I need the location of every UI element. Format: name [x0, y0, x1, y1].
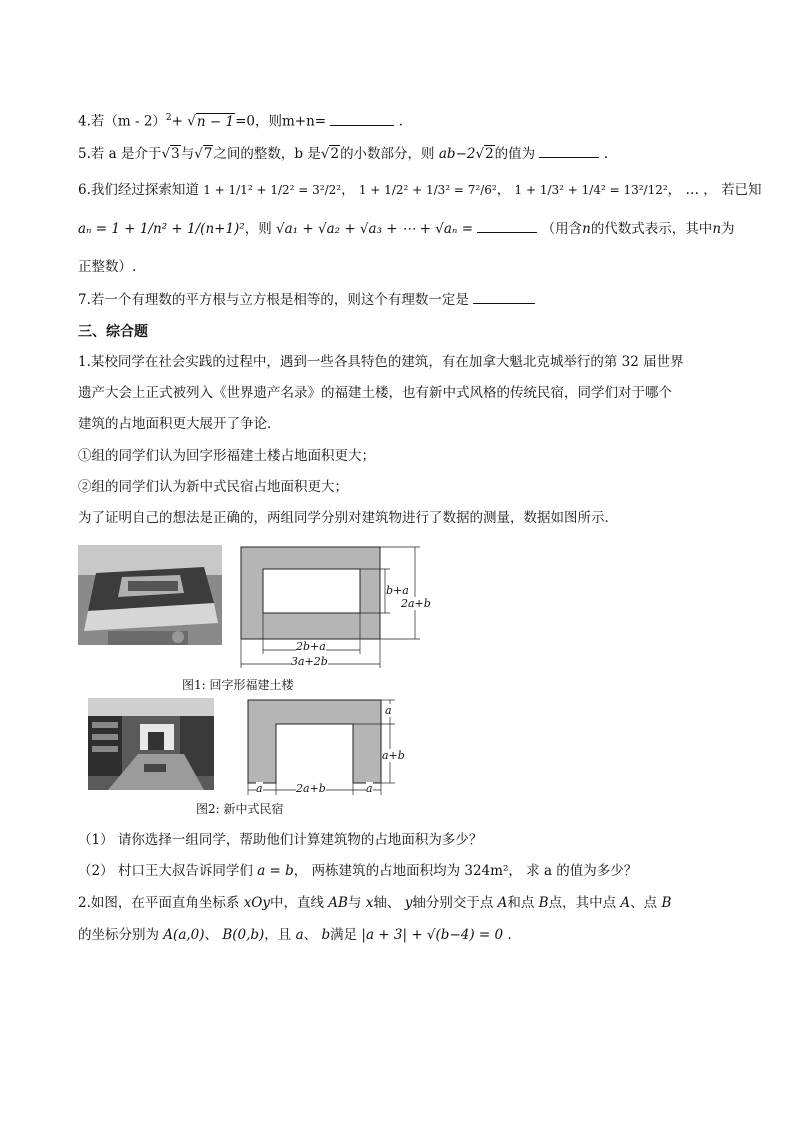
problem-1-line-3: 建筑的占地面积更大展开了争论．	[78, 416, 281, 432]
minsu-photo	[88, 698, 214, 790]
fig2-mid: 2a+b	[296, 782, 326, 795]
answer-blank[interactable]	[473, 289, 535, 304]
identity-2: 1 + 1/2² + 1/3² = 7²/6²	[358, 183, 497, 197]
question-6-line2: aₙ = 1 + 1/n² + 1/(n+1)²，则 √a₁ + √a₂ + √a₃ + ⋯ + √aₙ = （用含n的代数式表示，其中n为	[78, 218, 735, 239]
question-7: 7.若一个有理数的平方根与立方根是相等的，则这个有理数一定是	[78, 289, 535, 310]
problem-1-line-2: 遗产大会上正式被列入《世界遗产名录》的福建土楼，也有新中式风格的传统民宿，同学们对于哪个	[78, 385, 672, 401]
figure-2-caption: 图2: 新中式民宿	[196, 802, 284, 816]
answer-blank[interactable]	[477, 218, 537, 233]
problem-1-line-6: 为了证明自己的想法是正确的，两组同学分别对建筑物进行了数据的测量，数据如图所示．	[78, 510, 618, 526]
fig2-left-a: a	[256, 782, 263, 795]
question-6-line3: 正整数）.	[78, 259, 137, 275]
identity-1: 1 + 1/1² + 1/2² = 3²/2²	[203, 183, 342, 197]
figure-1-caption: 图1: 回字形福建土楼	[182, 678, 294, 692]
problem-1-line-5: ②组的同学们认为新中式民宿占地面积更大；	[78, 479, 348, 495]
problem-1-line-1: 1.某校同学在社会实践的过程中，遇到一些各具特色的建筑，有在加拿大魁北克城举行的第 32 届世界	[78, 354, 684, 370]
problem-2-line-1: 2.如图，在平面直角坐标系 xOy中，直线 AB与 x轴、 y轴分别交于点 A和点 B点，其中点 A、点 B	[78, 895, 672, 911]
section-title: 三、综合题	[78, 324, 148, 340]
an-definition: aₙ = 1 + 1/n² + 1/(n+1)²	[78, 221, 245, 237]
fig1-outer-height: 2a+b	[401, 597, 431, 610]
fig1-outer-width: 3a+2b	[291, 655, 328, 668]
condition-equation: |a + 3| + √(b−4) = 0	[361, 927, 504, 943]
answer-blank[interactable]	[539, 143, 599, 158]
question-4: 4.若（m - 2）$^2$+ √n − 1=0，则m+n= .	[78, 108, 403, 132]
sub-question-2: （2） 村口王大叔告诉同学们 a = b， 两栋建筑的占地面积均为 324m²， 求 a 的值为多少？	[78, 863, 638, 879]
sub-question-1: （1） 请你选择一组同学，帮助他们计算建筑物的占地面积为多少？	[78, 832, 483, 848]
fig1-inner-height: b+a	[386, 584, 409, 597]
fig1-inner-width: 2b+a	[296, 640, 326, 653]
identity-3: 1 + 1/3² + 1/4² = 13²/12²	[514, 183, 668, 197]
problem-2-line-2: 的坐标分别为 A(a,0)、 B(0,b)，且 a、 b满足 |a + 3| + √(b−4) = 0 .	[78, 927, 512, 943]
question-5: 5.若 a 是介于√3与√7之间的整数，b 是√2的小数部分，则 ab−2√2的值为 .	[78, 143, 608, 164]
sum-expression: √a₁ + √a₂ + √a₃ + ⋯ + √aₙ =	[276, 221, 474, 237]
fig2-right-a: a	[366, 782, 373, 795]
question-6: 6.我们经过探索知道 1 + 1/1² + 1/2² = 3²/2²， 1 + 1/2² + 1/3² = 7²/6²， 1 + 1/3² + 1/4² = 13²/12²， … ， 若已知	[78, 182, 762, 198]
tulou-photo	[78, 545, 222, 645]
fig2-top-dim: a	[385, 704, 392, 717]
fig2-right-dim: a+b	[382, 749, 405, 762]
answer-blank[interactable]	[330, 111, 394, 126]
problem-1-line-4: ①组的同学们认为回字形福建土楼占地面积更大；	[78, 448, 375, 464]
